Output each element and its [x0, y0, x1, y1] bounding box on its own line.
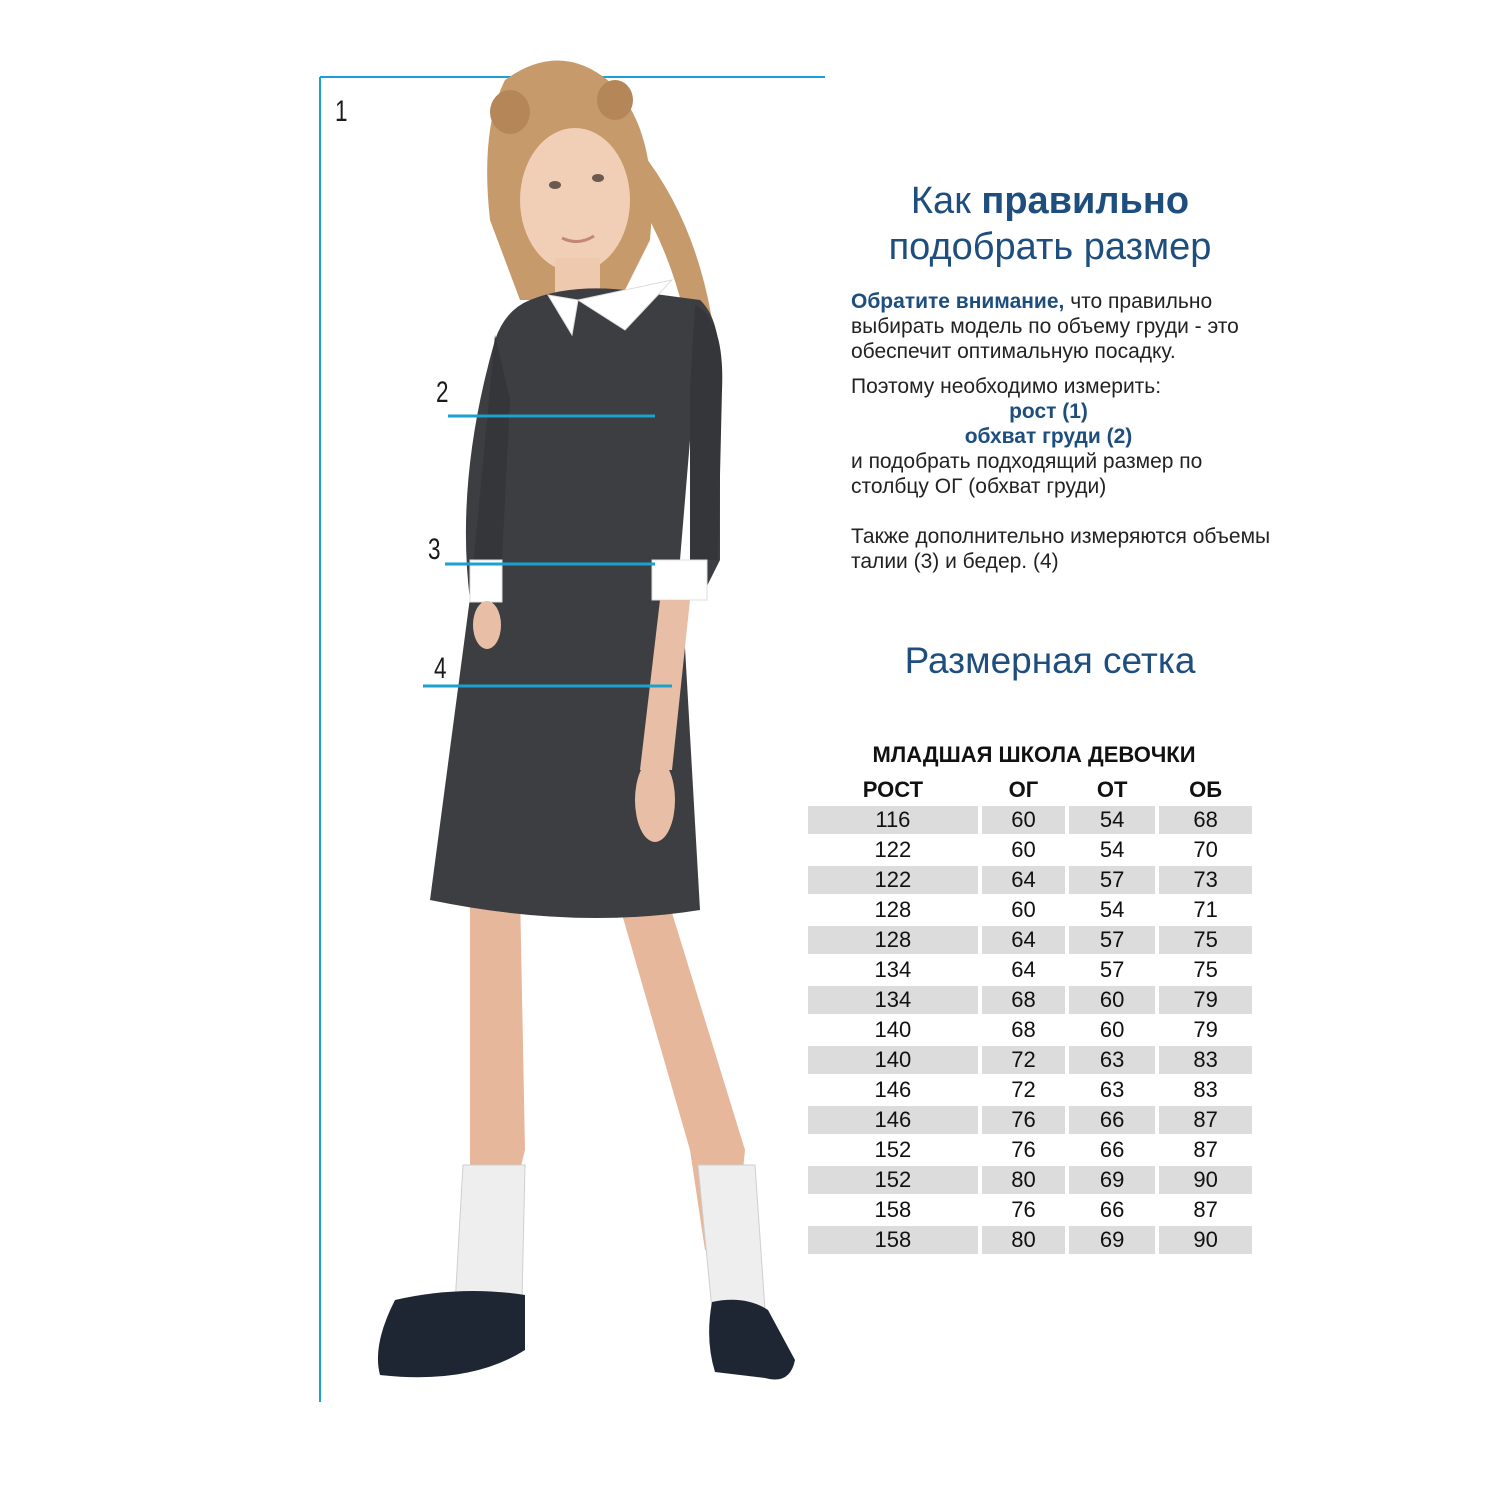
right-cuff [652, 560, 707, 600]
table-cell: 76 [1011, 1137, 1036, 1162]
table-cell: 80 [982, 1226, 1065, 1254]
mark-hips: 4 [434, 652, 447, 685]
size-table [808, 742, 1260, 1256]
table-cell: 54 [1099, 897, 1125, 922]
table-cell: 69 [1069, 1226, 1155, 1254]
table-cell: 134 [808, 986, 978, 1014]
title-bold: правильно [981, 180, 1190, 222]
table-cell: 57 [1069, 866, 1155, 894]
table-cell: 158 [808, 1226, 978, 1254]
instructions [851, 289, 1271, 574]
table-cell: 57 [1069, 926, 1155, 954]
measure-chest: обхват груди (2) [964, 425, 1133, 448]
table-cell: 80 [982, 1166, 1065, 1194]
table-cell: 152 [874, 1137, 912, 1162]
table-cell: 68 [982, 986, 1065, 1014]
instructions-p1 [851, 289, 1271, 364]
table-cell: 72 [1011, 1077, 1036, 1102]
table-cell: 79 [1159, 986, 1252, 1014]
table-cell: 140 [808, 1046, 978, 1074]
table-cell: 158 [874, 1197, 912, 1222]
table-cell: 73 [1159, 866, 1252, 894]
instructions-p3: и подобрать подходящий размер по столбцу ОГ (обхват груди) [851, 450, 1203, 498]
table-cell: 83 [1193, 1077, 1218, 1102]
table-cell: 60 [1011, 837, 1036, 862]
table-cell: 75 [1159, 926, 1252, 954]
table-row [808, 1076, 1252, 1104]
attention-label: Обратите внимание, [851, 290, 1065, 313]
table-cell: 60 [1099, 1017, 1125, 1042]
table-cell: 140 [874, 1017, 912, 1042]
table-cell: 63 [1099, 1077, 1125, 1102]
table-cell: 122 [874, 837, 912, 862]
face-shape [520, 128, 630, 272]
table-body [808, 806, 1252, 1254]
instructions-p2: Поэтому необходимо измерить: [851, 375, 1162, 398]
table-row [808, 896, 1252, 924]
table-row [808, 1046, 1252, 1074]
table-cell: 64 [1011, 957, 1036, 982]
table-cell: 57 [1099, 957, 1125, 982]
table-cell: 90 [1159, 1166, 1252, 1194]
table-cell: 69 [1069, 1166, 1155, 1194]
table-row [808, 1196, 1252, 1224]
size-grid [804, 774, 1256, 1256]
right-shoe [709, 1300, 795, 1380]
table-cell: 66 [1069, 1106, 1155, 1134]
table-cell: 60 [1069, 986, 1155, 1014]
table-cell: 64 [982, 926, 1065, 954]
table-cell: 72 [982, 1046, 1065, 1074]
table-cell: 68 [1011, 1017, 1036, 1042]
header-hips: ОБ [1189, 777, 1223, 802]
table-cell: 83 [1159, 1046, 1252, 1074]
page-title [840, 178, 1260, 270]
table-cell: 87 [1159, 1106, 1252, 1134]
title-line2: подобрать размер [888, 226, 1212, 268]
table-cell: 116 [808, 806, 978, 834]
table-cell: 64 [982, 866, 1065, 894]
table-cell: 54 [1069, 806, 1155, 834]
left-sock [455, 1165, 525, 1305]
table-cell: 128 [874, 897, 912, 922]
table-caption: МЛАДШАЯ ШКОЛА ДЕВОЧКИ [872, 742, 1196, 767]
instructions-p4: Также дополнительно измеряются объемы талии (3) и бедер. (4) [851, 525, 1271, 573]
table-row [808, 1226, 1252, 1254]
table-cell: 87 [1193, 1197, 1218, 1222]
table-row [808, 1136, 1252, 1164]
table-row [808, 1106, 1252, 1134]
table-cell: 146 [874, 1077, 912, 1102]
table-cell: 71 [1193, 897, 1218, 922]
mark-height: 1 [335, 95, 348, 128]
table-cell: 87 [1193, 1137, 1218, 1162]
table-cell: 68 [1159, 806, 1252, 834]
mark-waist: 3 [428, 533, 441, 566]
table-row [808, 986, 1252, 1014]
table-cell: 90 [1159, 1226, 1252, 1254]
table-cell: 146 [808, 1106, 978, 1134]
table-cell: 128 [808, 926, 978, 954]
table-cell: 66 [1099, 1197, 1125, 1222]
header-chest: ОГ [1008, 777, 1039, 802]
table-row [808, 836, 1252, 864]
table-cell: 60 [1011, 897, 1036, 922]
table-row [808, 806, 1252, 834]
table-cell: 134 [874, 957, 912, 982]
table-row [808, 956, 1252, 984]
mark-chest: 2 [436, 376, 449, 409]
title-normal: Как [910, 180, 982, 222]
left-shoe [378, 1291, 525, 1377]
header-waist: ОТ [1096, 777, 1128, 802]
right-sock [698, 1165, 765, 1310]
attention-text: что правильно выбирать модель по объему груди - это обеспечит оптимальную посадку. [851, 290, 1239, 363]
table-cell: 70 [1193, 837, 1218, 862]
table-cell: 79 [1193, 1017, 1218, 1042]
table-cell: 76 [982, 1106, 1065, 1134]
table-cell: 76 [1011, 1197, 1036, 1222]
table-cell: 63 [1069, 1046, 1155, 1074]
table-header-row [808, 776, 1252, 804]
table-row [808, 866, 1252, 894]
table-row [808, 1166, 1252, 1194]
table-cell: 54 [1099, 837, 1125, 862]
left-cuff [470, 560, 502, 602]
table-cell: 122 [808, 866, 978, 894]
table-row [808, 926, 1252, 954]
table-row [808, 1016, 1252, 1044]
size-grid-title: Размерная сетка [904, 640, 1196, 681]
header-height: РОСТ [862, 777, 924, 802]
table-cell: 152 [808, 1166, 978, 1194]
table-cell: 66 [1099, 1137, 1125, 1162]
table-cell: 75 [1193, 957, 1218, 982]
measure-height: рост (1) [1009, 400, 1088, 423]
table-cell: 60 [982, 806, 1065, 834]
